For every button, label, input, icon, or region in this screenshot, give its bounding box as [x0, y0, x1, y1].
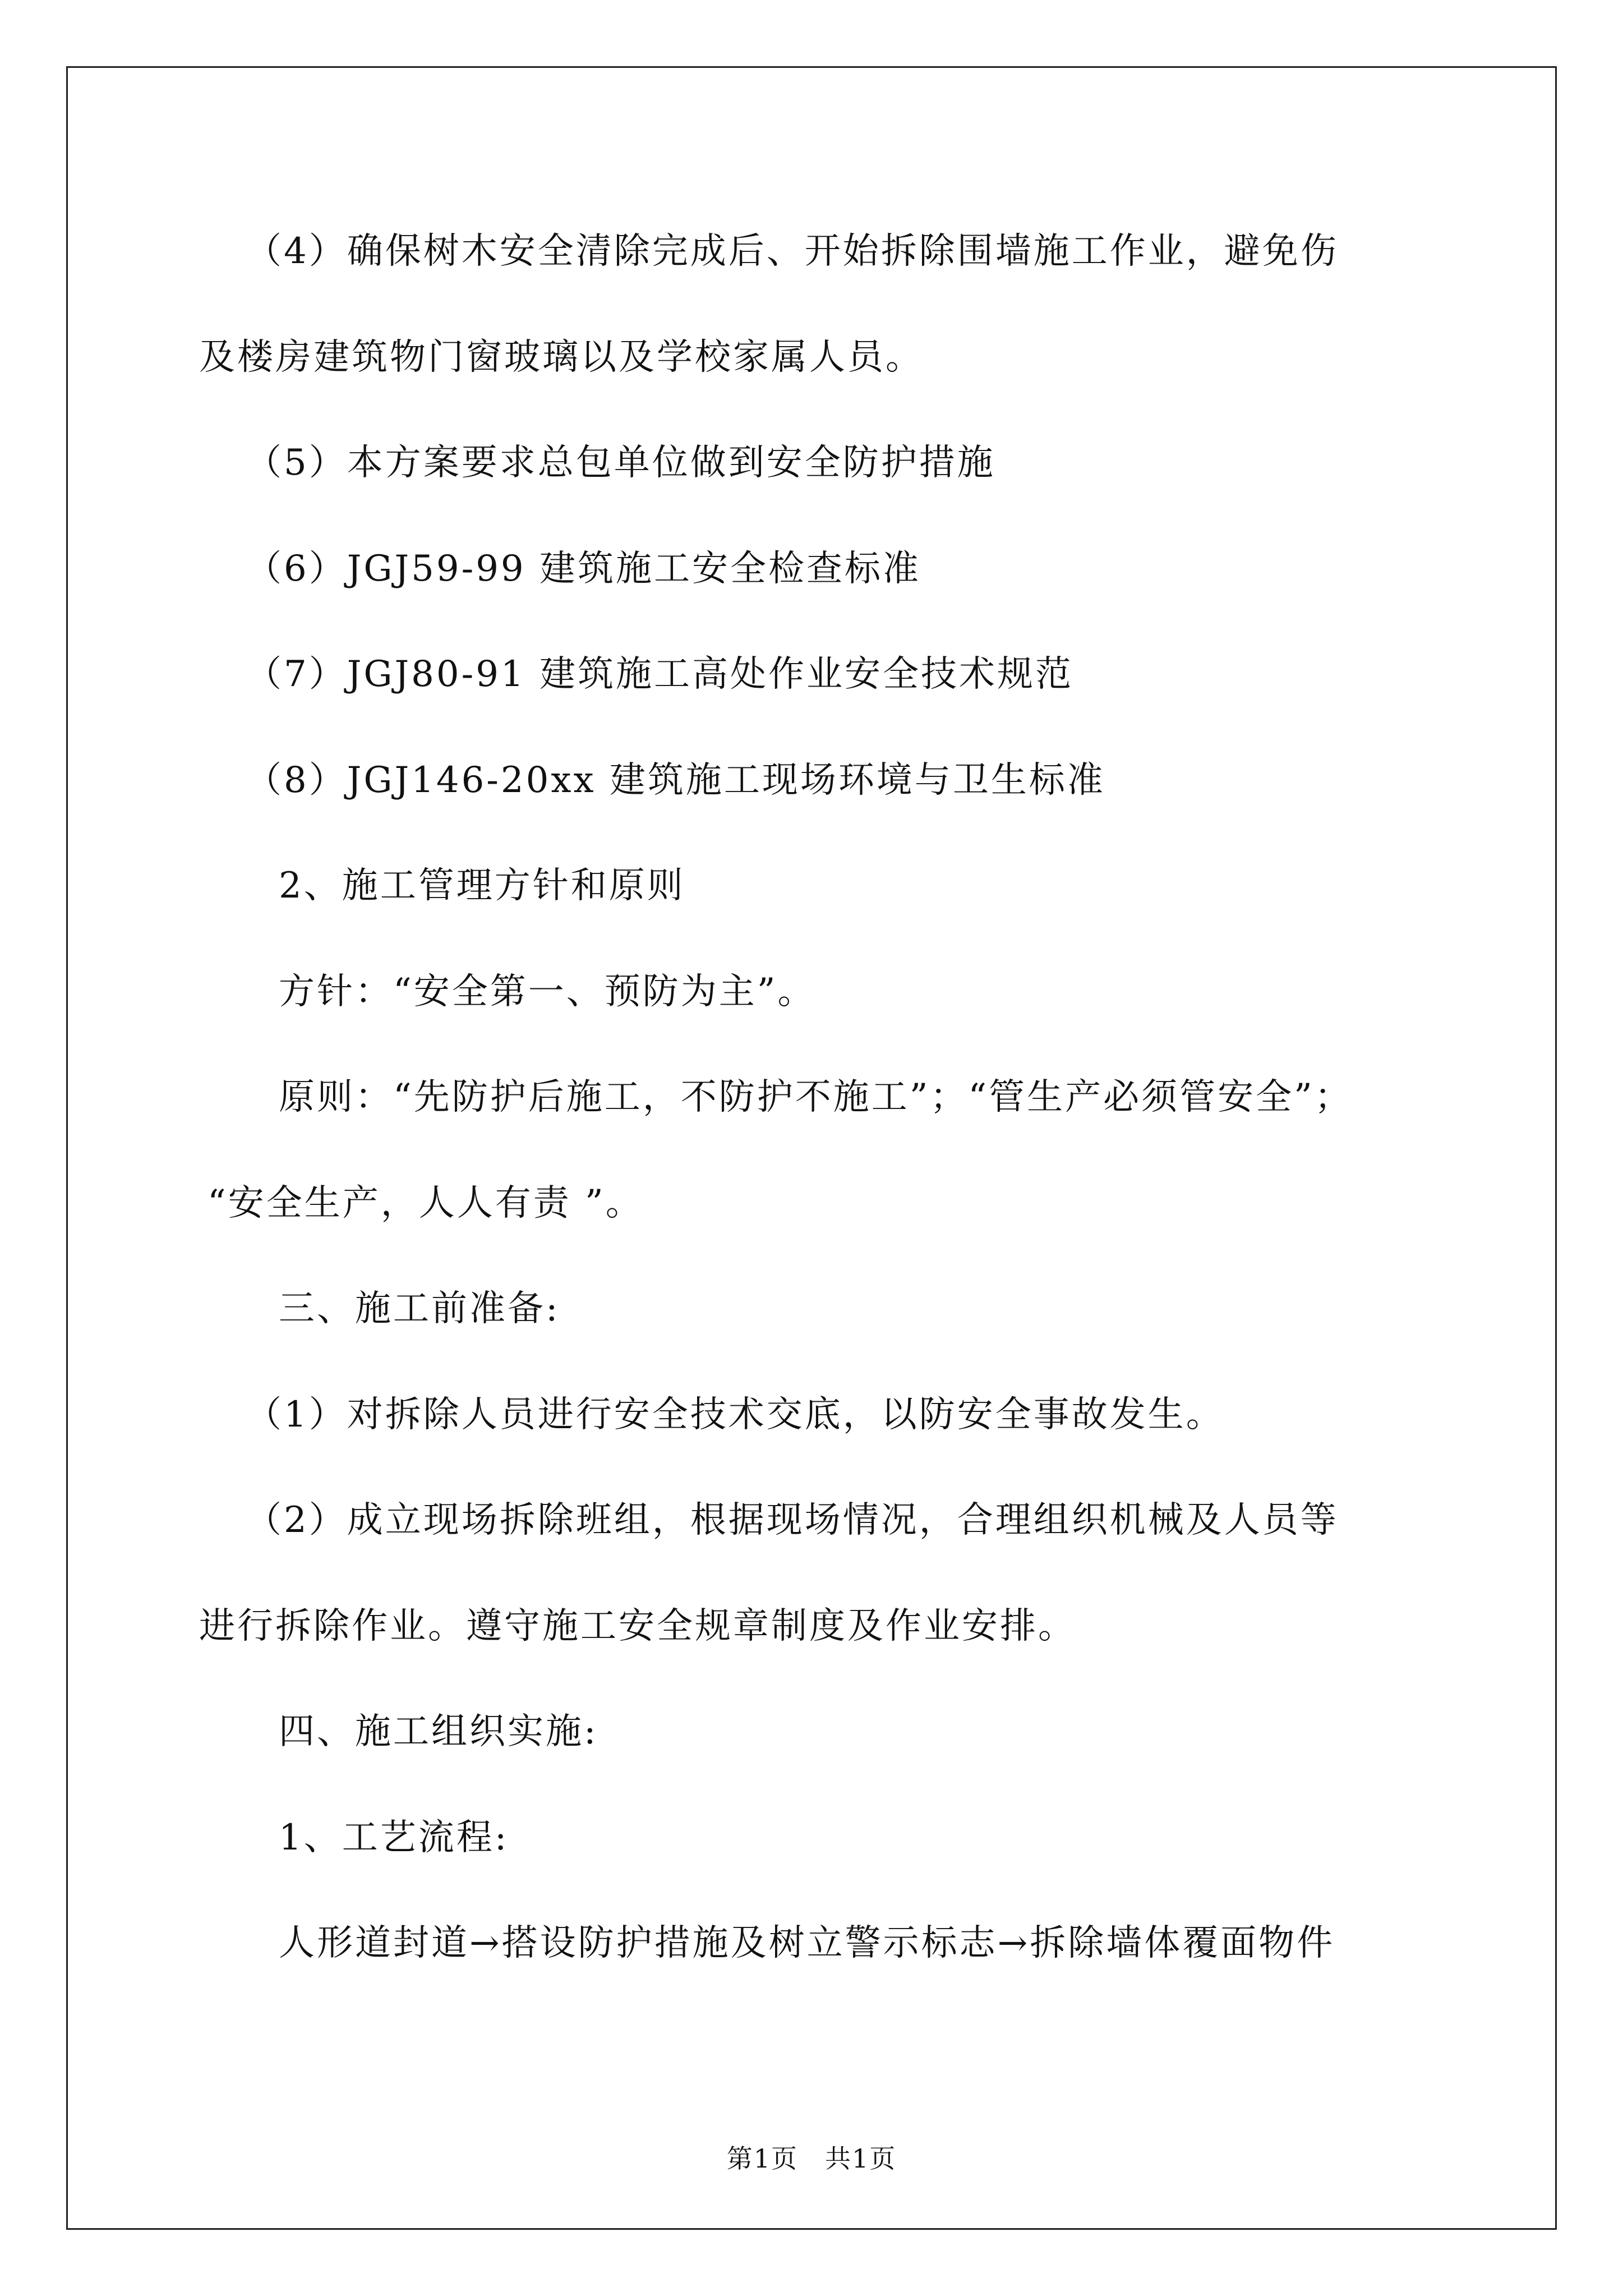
- paragraph-line: （6）JGJ59-99 建筑施工安全检查标准: [246, 548, 921, 590]
- paragraph-line: 方针：“安全第一、预防为主”。: [279, 971, 816, 1013]
- paragraph-line: （1）对拆除人员进行安全技术交底，以防安全事故发生。: [246, 1394, 1224, 1435]
- paragraph-line: （5）本方案要求总包单位做到安全防护措施: [246, 442, 995, 484]
- paragraph-line: 及楼房建筑物门窗玻璃以及学校家属人员。: [199, 337, 924, 378]
- paragraph-line: （4）确保树木安全清除完成后、开始拆除围墙施工作业，避免伤: [246, 231, 1339, 272]
- paragraph-line: 原则：“先防护后施工，不防护不施工”；“管生产必须管安全”；: [279, 1076, 1353, 1118]
- section-heading: 2、施工管理方针和原则: [279, 865, 685, 907]
- section-heading: 四、施工组织实施:: [279, 1711, 598, 1752]
- paragraph-line: “安全生产，人人有责 ”。: [208, 1182, 644, 1224]
- paragraph-line: （2）成立现场拆除班组，根据现场情况，合理组织机械及人员等: [246, 1499, 1339, 1541]
- page-footer: 第1页 共1页: [726, 2143, 897, 2174]
- paragraph-line: （8）JGJ146-20xx 建筑施工现场环境与卫生标准: [246, 760, 1105, 801]
- paragraph-line: 人形道封道→搭设防护措施及树立警示标志→拆除墙体覆面物件: [279, 1922, 1335, 1964]
- section-heading: 三、施工前准备:: [279, 1288, 560, 1329]
- paragraph-line: （7）JGJ80-91 建筑施工高处作业安全技术规范: [246, 654, 1073, 695]
- paragraph-line: 进行拆除作业。遵守施工安全规章制度及作业安排。: [199, 1605, 1076, 1647]
- section-heading: 1、工艺流程:: [279, 1817, 509, 1858]
